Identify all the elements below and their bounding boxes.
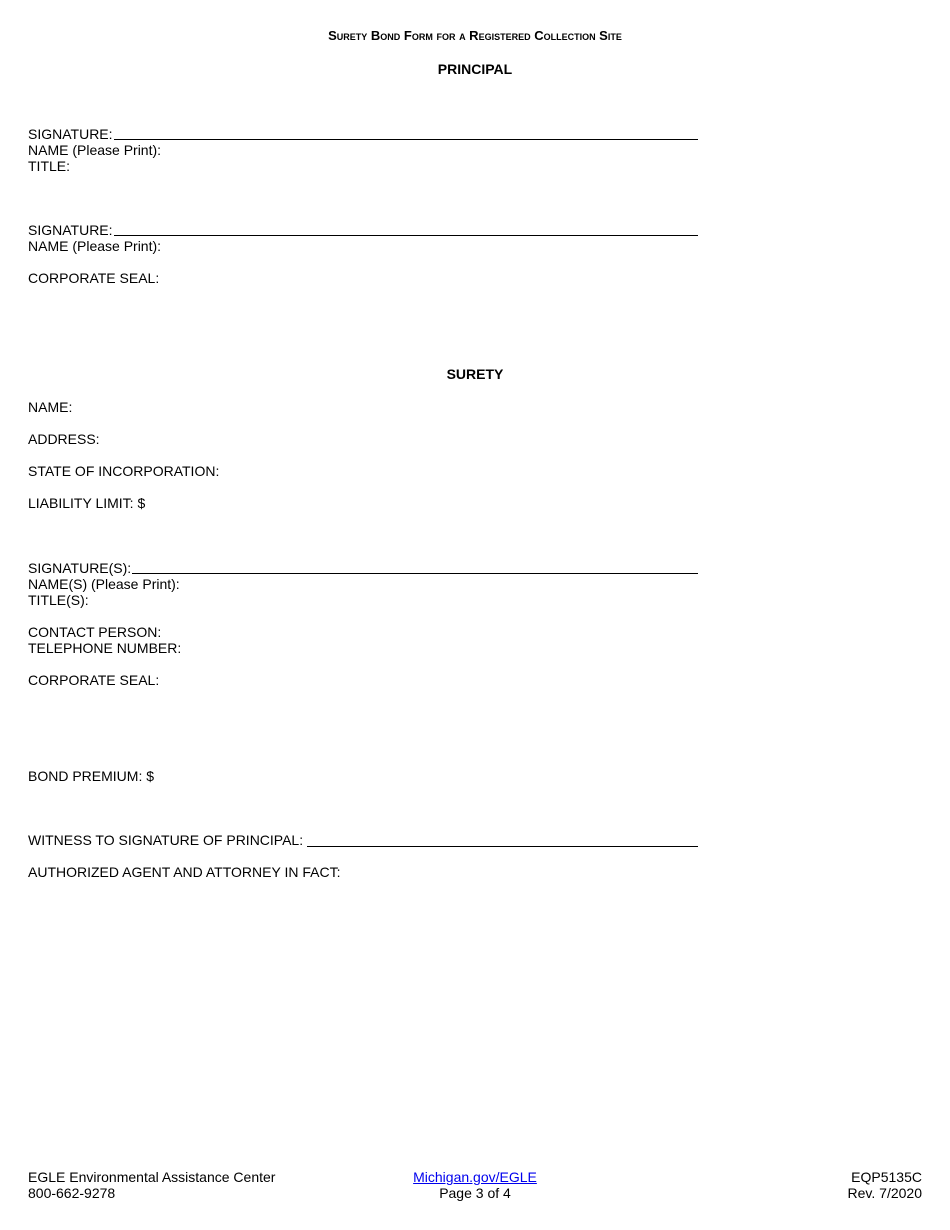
principal-signature2-label: SIGNATURE: bbox=[28, 222, 113, 238]
surety-name-label: NAME: bbox=[28, 399, 73, 415]
principal-name2-label: NAME (Please Print): bbox=[28, 238, 162, 254]
surety-address-label: ADDRESS: bbox=[28, 431, 100, 447]
principal-signature1-label: SIGNATURE: bbox=[28, 126, 113, 142]
footer-egle-link[interactable]: Michigan.gov/EGLE bbox=[413, 1169, 537, 1185]
footer-revision: Rev. 7/2020 bbox=[847, 1185, 922, 1201]
footer-form-number: EQP5135C bbox=[851, 1169, 922, 1185]
surety-signatures-label: SIGNATURE(S): bbox=[28, 560, 132, 576]
surety-titles-label: TITLE(S): bbox=[28, 592, 89, 608]
bond-premium-label: BOND PREMIUM: $ bbox=[28, 768, 155, 784]
form-title: Surety Bond Form for a Registered Collection Site bbox=[328, 28, 622, 43]
surety-signatures-line[interactable] bbox=[132, 573, 698, 574]
surety-names-label: NAME(S) (Please Print): bbox=[28, 576, 180, 592]
witness-label: WITNESS TO SIGNATURE OF PRINCIPAL: bbox=[28, 832, 304, 848]
principal-signature2-line[interactable] bbox=[114, 235, 698, 236]
footer-page-number: Page 3 of 4 bbox=[439, 1185, 511, 1201]
witness-signature-line[interactable] bbox=[307, 846, 698, 847]
surety-state-label: STATE OF INCORPORATION: bbox=[28, 463, 220, 479]
principal-name1-label: NAME (Please Print): bbox=[28, 142, 162, 158]
footer-org: EGLE Environmental Assistance Center bbox=[28, 1169, 276, 1185]
surety-phone-label: TELEPHONE NUMBER: bbox=[28, 640, 182, 656]
principal-heading: PRINCIPAL bbox=[437, 61, 513, 77]
footer-phone: 800-662-9278 bbox=[28, 1185, 116, 1201]
principal-seal-label: CORPORATE SEAL: bbox=[28, 270, 160, 286]
surety-contact-label: CONTACT PERSON: bbox=[28, 624, 162, 640]
authorized-agent-label: AUTHORIZED AGENT AND ATTORNEY IN FACT: bbox=[28, 864, 341, 880]
surety-heading: SURETY bbox=[446, 366, 504, 382]
surety-liability-label: LIABILITY LIMIT: $ bbox=[28, 495, 146, 511]
surety-seal-label: CORPORATE SEAL: bbox=[28, 672, 160, 688]
principal-signature1-line[interactable] bbox=[114, 139, 698, 140]
principal-title1-label: TITLE: bbox=[28, 158, 71, 174]
